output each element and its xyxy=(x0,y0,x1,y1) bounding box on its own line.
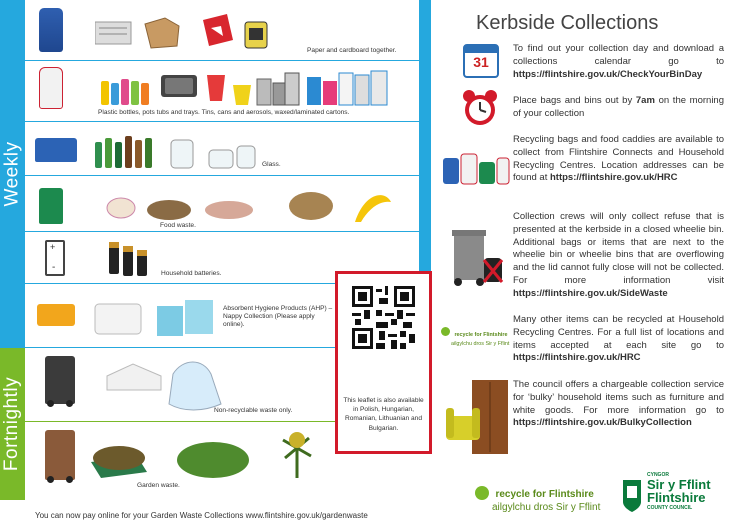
row-food-waste xyxy=(25,176,419,232)
ahp-items-icon xyxy=(91,296,231,340)
paper-items-icon xyxy=(95,14,285,50)
food-items-icon xyxy=(105,182,395,224)
info-put-out-time: Place bags and bins out by 7am on the morning of your collection xyxy=(513,95,725,119)
info-bulky-collection: The council offers a chargeable collection service for ‘bulky’ household items such as furniture and white goods. For more information go to https://flintshire.gov.uk/BulkyCollection xyxy=(513,379,724,429)
non-recyclable-items-icon xyxy=(103,354,243,414)
language-note: This leaflet is also available in Polish, Hungarian, Romanian, Lithuanian and Bulgarian. xyxy=(343,397,424,432)
row-glass xyxy=(25,122,419,176)
row-paper-cardboard xyxy=(25,0,419,61)
recycle-for-flintshire-small-logo: recycle for Flintshire ailgylchu dros Sir y Fflint xyxy=(441,323,511,347)
link-check-bin-day[interactable]: https://flintshire.gov.uk/CheckYourBinDay xyxy=(513,68,703,80)
calendar-icon: 31 xyxy=(463,44,499,78)
link-side-waste[interactable]: https://flintshire.gov.uk/SideWaste xyxy=(513,287,668,299)
page-title: Kerbside Collections xyxy=(476,12,659,34)
bulky-furniture-icon xyxy=(444,378,510,458)
row-caption: Glass. xyxy=(262,161,281,168)
footer-garden-waste-note: You can now pay online for your Garden Waste Collections www.flintshire.gov.uk/gardenwaste xyxy=(35,511,368,520)
row-caption: Absorbent Hygiene Products (AHP) – Nappy Collection (Please apply online). xyxy=(223,305,333,328)
blue-bag-icon xyxy=(39,8,63,52)
row-caption: Household batteries. xyxy=(161,270,222,277)
row-plastics-tins xyxy=(25,61,419,122)
info-check-bin-day: To find out your collection day and download a collections calendar go to https://flintshire.gov.uk/CheckYourBinDay xyxy=(513,43,724,80)
glass-items-icon xyxy=(91,128,261,170)
row-caption: Food waste. xyxy=(160,222,196,229)
battery-outline-icon: + - xyxy=(45,240,65,276)
link-bulky-collection[interactable]: https://flintshire.gov.uk/BulkyCollection xyxy=(513,417,692,429)
fortnightly-band xyxy=(0,348,25,500)
link-hrc[interactable]: https://flintshire.gov.uk/HRC xyxy=(549,172,678,184)
row-caption: Plastic bottles, pots tubs and trays. Tins, cans and aerosols, waxed/laminated cartons. xyxy=(98,109,350,116)
food-caddy-icon xyxy=(39,188,63,224)
link-hrc-2[interactable]: https://flintshire.gov.uk/HRC xyxy=(513,352,641,364)
row-caption: Non-recyclable waste only. xyxy=(214,407,293,414)
brown-wheelie-bin-icon xyxy=(45,430,75,480)
info-side-waste: Collection crews will only collect refuse that is presented at the kerbside in a closed wheelie bin. Additional bags or items that are next to the wheelie bin or wheelie bins that are overflowing and the lid cannot fully close will not be collected. For more information visit https://flintshire.gov.uk/SideWaste xyxy=(513,211,724,299)
qr-code-panel xyxy=(335,271,432,454)
recycling-bags-and-caddy-icon xyxy=(441,144,511,190)
info-collect-bags: Recycling bags and food caddies are available to collect from Flintshire Connects and Household Recycling Centres. Location addresses can be found at https://flintshire.gov.uk/HRC xyxy=(513,134,724,184)
plastic-tin-carton-items-icon xyxy=(97,65,417,107)
garden-items-icon xyxy=(87,426,327,484)
weekly-label: Weekly xyxy=(1,141,23,207)
qr-code-icon[interactable] xyxy=(352,286,415,349)
fortnightly-label: Fortnightly xyxy=(1,376,23,472)
ahp-box-icon xyxy=(37,304,75,326)
battery-items-icon xyxy=(105,238,165,278)
council-crest-icon xyxy=(621,478,643,514)
white-recycling-bag-icon xyxy=(39,67,63,109)
black-wheelie-bin-icon xyxy=(45,356,75,404)
recycle-for-flintshire-logo: recycle for Flintshire ailgylchu dros Sir y Fflint xyxy=(475,484,600,513)
info-household-recycling-centres: Many other items can be recycled at Household Recycling Centres. For a full list of locations and items accepted at each site go to https://flintshire.gov.uk/HRC xyxy=(513,314,724,364)
alarm-clock-icon xyxy=(461,88,499,128)
row-caption: Paper and cardboard together. xyxy=(307,47,397,54)
small-logo-icon xyxy=(441,327,450,336)
glass-box-icon xyxy=(35,138,77,162)
recycle-logo-icon xyxy=(475,486,489,500)
weekly-band xyxy=(0,0,25,348)
bin-with-side-bag-crossed-icon xyxy=(448,226,506,288)
row-caption: Garden waste. xyxy=(137,482,180,489)
